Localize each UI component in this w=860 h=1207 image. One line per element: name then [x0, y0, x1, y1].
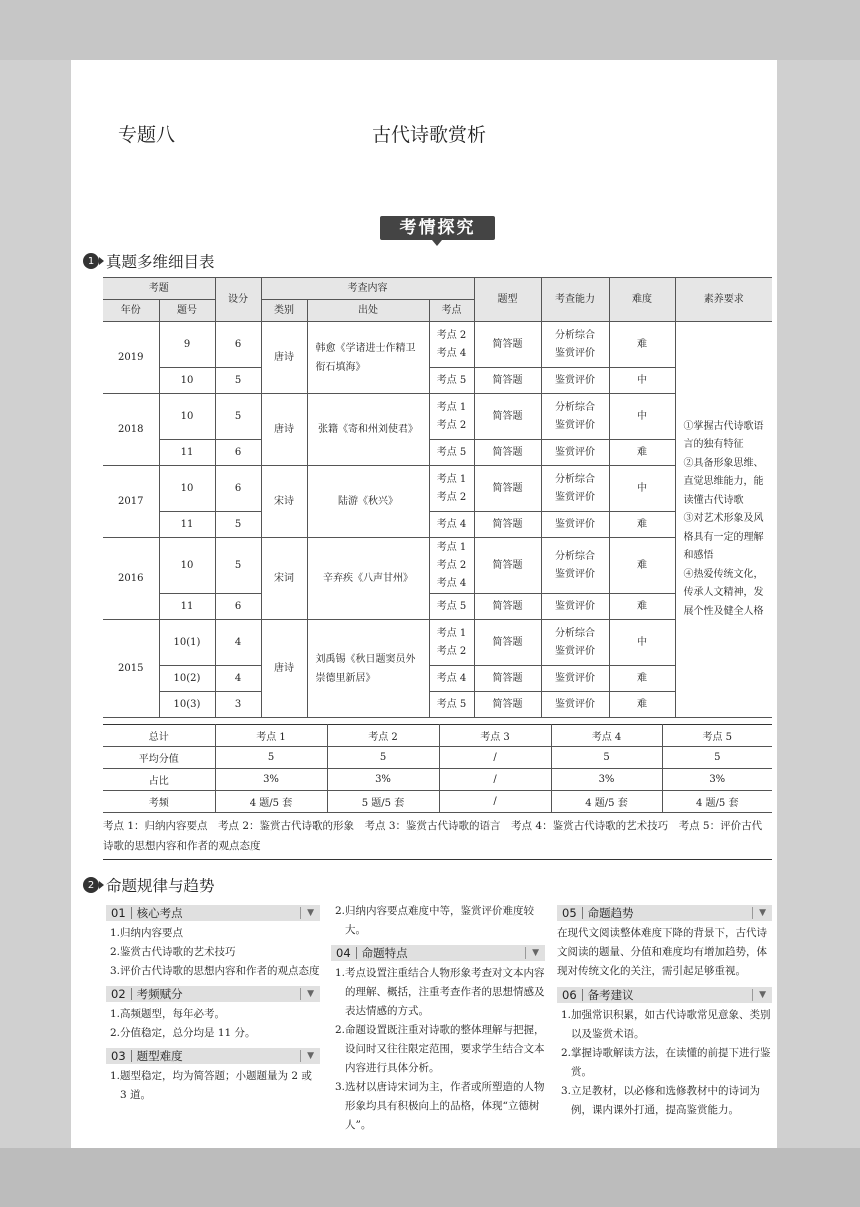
cell: 分析综合 鉴赏评价	[541, 538, 609, 594]
list-item: 1.高频题型，每年必考。	[110, 1008, 226, 1020]
cell: 考点 1 考点 2	[429, 394, 474, 440]
cell: 6	[215, 594, 261, 620]
cell: 5	[662, 747, 772, 769]
cell: 简答题	[474, 440, 541, 466]
table-row	[103, 769, 772, 791]
cell: 考点 1 考点 2	[429, 620, 474, 666]
cell: 3%	[662, 769, 772, 791]
cell: 陆游《秋兴》	[307, 466, 429, 538]
cell: 考点 1	[215, 725, 327, 747]
list-item: 2.归纳内容要点难度中等，鉴赏评价难度较大。	[335, 905, 535, 936]
block-header	[106, 1048, 320, 1064]
cell: 唐诗	[261, 394, 307, 466]
header-cell: 出处	[307, 300, 429, 322]
cell: 难	[609, 692, 675, 718]
topic-title: 古代诗歌赏析	[372, 124, 487, 146]
cell: 考点 5	[429, 368, 474, 394]
cell: 简答题	[474, 538, 541, 594]
year-cell: 2016	[103, 538, 159, 620]
cell: 11	[159, 512, 215, 538]
cell: 9	[159, 322, 215, 368]
cell: 总计	[103, 725, 215, 747]
cell: 10	[159, 466, 215, 512]
chevron-down-icon: ▼	[300, 988, 314, 1000]
section-banner: 考情探究	[380, 216, 495, 240]
section-title: 命题规律与趋势	[106, 877, 215, 895]
cell: 10(3)	[159, 692, 215, 718]
cell: 3%	[327, 769, 439, 791]
table-row	[103, 620, 772, 666]
cell: 难	[609, 440, 675, 466]
list-item: 2.命题设置既注重对诗歌的整体理解与把握，设问时又往往限定范围，要求学生结合文本内容进行具体分析。	[335, 1024, 545, 1074]
header-cell: 考查内容	[261, 278, 474, 300]
cell: 难	[609, 512, 675, 538]
cell: 鉴赏评价	[541, 666, 609, 692]
section-heading-2	[83, 874, 215, 896]
cell: 分析综合 鉴赏评价	[541, 394, 609, 440]
cell: 简答题	[474, 322, 541, 368]
block-number: 02	[106, 988, 132, 1000]
background-shape	[0, 0, 860, 60]
header-cell: 考题	[103, 278, 215, 300]
cell: 5	[215, 512, 261, 538]
topic-number: 专题八	[118, 124, 176, 146]
header-cell: 考点	[429, 300, 474, 322]
cell: 鉴赏评价	[541, 440, 609, 466]
cell: 6	[215, 322, 261, 368]
block-title: 题型难度	[136, 1048, 183, 1063]
cell: 考点 2 考点 4	[429, 322, 474, 368]
list-item: 3.评价古代诗歌的思想内容和作者的观点态度	[110, 965, 320, 977]
cell: 考点 5	[429, 692, 474, 718]
cell: 4	[215, 666, 261, 692]
cell: 5	[215, 538, 261, 594]
cell: 唐诗	[261, 322, 307, 394]
list-item: 1.归纳内容要点	[110, 927, 184, 939]
list-item: 1.加强常识积累，如古代诗歌常见意象、类别以及鉴赏术语。	[561, 1009, 771, 1040]
table-footnote: 考点 1：归纳内容要点 考点 2：鉴赏古代诗歌的形象 考点 3：鉴赏古代诗歌的语言 考点 4：鉴赏古代诗歌的艺术技巧 考点 5：评价古代诗歌的思想内容和作者的观点态度	[103, 816, 772, 860]
cell: 占比	[103, 769, 215, 791]
block-header	[331, 945, 545, 961]
cell: 10(1)	[159, 620, 215, 666]
cell: 简答题	[474, 466, 541, 512]
table-row	[103, 368, 772, 394]
section-number-icon: 1	[83, 253, 99, 269]
block-header	[106, 905, 320, 921]
column-3	[557, 905, 772, 1125]
block-body	[557, 1006, 772, 1120]
cell: 简答题	[474, 512, 541, 538]
cell: 张籍《寄和州刘使君》	[307, 394, 429, 466]
cell: 5 题/5 套	[327, 791, 439, 813]
block-title: 命题特点	[361, 945, 408, 960]
cell: 韩愈《学诸进士作精卫衔石填海》	[307, 322, 429, 394]
cell: 简答题	[474, 692, 541, 718]
cell: /	[439, 791, 551, 813]
block-header	[557, 987, 772, 1003]
table-row	[103, 322, 772, 368]
cell: 考点 5	[429, 594, 474, 620]
cell: 鉴赏评价	[541, 512, 609, 538]
table-header-row	[103, 278, 772, 300]
cell: 辛弃疾《八声甘州》	[307, 538, 429, 620]
cell: 5	[327, 747, 439, 769]
block-title: 命题趋势	[587, 905, 634, 920]
block-body	[331, 964, 545, 1135]
cell: 6	[215, 466, 261, 512]
block-body	[106, 1005, 320, 1043]
cell: 鉴赏评价	[541, 594, 609, 620]
cell: 宋词	[261, 538, 307, 620]
literacy-requirements: ①掌握古代诗歌语言的独有特征 ②具备形象思维、直觉思维能力，能读懂古代诗歌 ③对艺术形象及风格具有一定的理解和感悟 ④热爱传统文化，传承人文精神，发展个性及健全人格	[675, 322, 772, 718]
table-row	[103, 440, 772, 466]
cell: 简答题	[474, 594, 541, 620]
block-body: 在现代文阅读整体难度下降的背景下，古代诗文阅读的题量、分值和难度均有增加趋势，体现对传统文化的关注，需引起足够重视。	[557, 927, 767, 977]
header-cell: 年份	[103, 300, 159, 322]
table-row	[103, 747, 772, 769]
block-title: 核心考点	[136, 905, 183, 920]
block-body	[106, 1067, 320, 1105]
cell: 难	[609, 538, 675, 594]
cell: 10(2)	[159, 666, 215, 692]
chevron-down-icon: ▼	[752, 989, 766, 1001]
block-number: 05	[557, 907, 583, 919]
block-number: 03	[106, 1050, 132, 1062]
cell: /	[439, 747, 551, 769]
cell: 6	[215, 440, 261, 466]
header-cell: 类别	[261, 300, 307, 322]
chevron-down-icon: ▼	[525, 947, 539, 959]
list-item: 2.分值稳定，总分均是 11 分。	[110, 1027, 256, 1039]
table-row	[103, 692, 772, 718]
block-header	[106, 986, 320, 1002]
section-number-icon: 2	[83, 877, 99, 893]
cell: 考点 5	[662, 725, 772, 747]
cell: 考点 4	[429, 512, 474, 538]
year-cell: 2015	[103, 620, 159, 718]
header-cell: 设分	[215, 278, 261, 322]
list-item: 3.立足教材，以必修和选修教材中的诗词为例，课内课外打通，提高鉴赏能力。	[561, 1085, 761, 1116]
cell: 考点 2	[327, 725, 439, 747]
cell: 鉴赏评价	[541, 692, 609, 718]
table-row	[103, 791, 772, 813]
list-item: 3.选材以唐诗宋词为主，作者或所塑造的人物形象均具有积极向上的品格，体现“立德树人”。	[335, 1081, 545, 1131]
cell: 10	[159, 368, 215, 394]
cell: 3%	[551, 769, 662, 791]
cell: 3	[215, 692, 261, 718]
year-cell: 2018	[103, 394, 159, 466]
block-title: 备考建议	[587, 987, 634, 1002]
table-row	[103, 594, 772, 620]
cell: 唐诗	[261, 620, 307, 718]
cell: 考点 1 考点 2	[429, 466, 474, 512]
cell: 考点 4	[429, 666, 474, 692]
table-row	[103, 394, 772, 440]
section-heading-1	[83, 250, 215, 272]
block-number: 04	[331, 947, 357, 959]
block-title: 考频赋分	[136, 986, 183, 1001]
list-item: 1.题型稳定，均为简答题；小题题量为 2 或 3 道。	[110, 1070, 312, 1101]
cell: 5	[215, 747, 327, 769]
cell: 4	[215, 620, 261, 666]
cell: 11	[159, 594, 215, 620]
cell: 宋诗	[261, 466, 307, 538]
block-header	[557, 905, 772, 921]
column-1	[106, 905, 320, 1110]
cell: 3%	[215, 769, 327, 791]
cell: 简答题	[474, 620, 541, 666]
cell: 5	[215, 368, 261, 394]
block-number: 06	[557, 989, 583, 1001]
list-item: 2.掌握诗歌解读方法，在读懂的前提下进行鉴赏。	[561, 1047, 771, 1078]
summary-table	[103, 724, 772, 813]
cell: 难	[609, 666, 675, 692]
cell: 10	[159, 538, 215, 594]
chevron-down-icon: ▼	[300, 907, 314, 919]
cell: 考点 4	[551, 725, 662, 747]
block-number: 01	[106, 907, 132, 919]
chevron-down-icon: ▼	[752, 907, 766, 919]
cell: 中	[609, 466, 675, 512]
cell: 分析综合 鉴赏评价	[541, 322, 609, 368]
cell: 平均分值	[103, 747, 215, 769]
cell: 分析综合 鉴赏评价	[541, 620, 609, 666]
table-row	[103, 725, 772, 747]
year-cell: 2019	[103, 322, 159, 394]
list-item: 1.考点设置注重结合人物形象考查对文本内容的理解、概括，注重考查作者的思想情感及表达情感的方式。	[335, 967, 545, 1017]
cell: 中	[609, 620, 675, 666]
cell: 考点 3	[439, 725, 551, 747]
header-cell: 素养要求	[675, 278, 772, 322]
cell: 难	[609, 322, 675, 368]
cell: 11	[159, 440, 215, 466]
list-item: 2.鉴赏古代诗歌的艺术技巧	[110, 946, 236, 958]
header-cell: 难度	[609, 278, 675, 322]
cell: 分析综合 鉴赏评价	[541, 466, 609, 512]
cell: 鉴赏评价	[541, 368, 609, 394]
cell: 中	[609, 368, 675, 394]
cell: 考点 5	[429, 440, 474, 466]
block-body	[106, 924, 320, 981]
cell: 考频	[103, 791, 215, 813]
cell: /	[439, 769, 551, 791]
background-shape	[0, 1148, 860, 1207]
cell: 考点 1 考点 2 考点 4	[429, 538, 474, 594]
table-row	[103, 666, 772, 692]
section-title: 真题多维细目表	[106, 253, 215, 271]
cell: 4 题/5 套	[551, 791, 662, 813]
header-cell: 题号	[159, 300, 215, 322]
cell: 简答题	[474, 368, 541, 394]
cell: 简答题	[474, 666, 541, 692]
cell: 4 题/5 套	[662, 791, 772, 813]
chevron-down-icon: ▼	[300, 1050, 314, 1062]
cell: 难	[609, 594, 675, 620]
cell: 10	[159, 394, 215, 440]
table-row	[103, 538, 772, 594]
cell: 中	[609, 394, 675, 440]
cell: 刘禹锡《秋日题窦员外崇德里新居》	[307, 620, 429, 718]
table-row	[103, 466, 772, 512]
table-row	[103, 512, 772, 538]
header-cell: 题型	[474, 278, 541, 322]
detail-table	[103, 277, 772, 718]
year-cell: 2017	[103, 466, 159, 538]
cell: 5	[551, 747, 662, 769]
cell: 简答题	[474, 394, 541, 440]
header-cell: 考查能力	[541, 278, 609, 322]
cell: 5	[215, 394, 261, 440]
cell: 4 题/5 套	[215, 791, 327, 813]
column-2	[331, 902, 545, 1140]
